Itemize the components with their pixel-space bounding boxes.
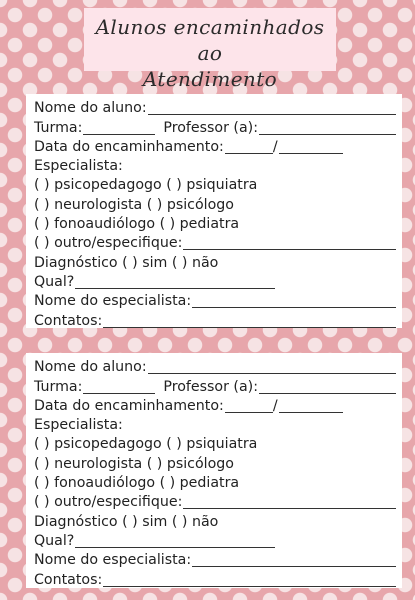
date-label: Data do encaminhamento: <box>34 397 224 414</box>
specialist-name-row <box>34 550 396 569</box>
specialist-heading-row <box>34 156 396 175</box>
specialist-options-3[interactable]: ( ) fonoaudiólogo ( ) pediatra <box>34 216 240 233</box>
student-name-line[interactable] <box>148 360 396 374</box>
which-row <box>34 272 396 291</box>
specialist-option-row-3 <box>34 473 396 492</box>
field-student-name <box>34 98 396 117</box>
specialist-option-row-4 <box>34 233 396 252</box>
student-name-line[interactable] <box>148 101 396 115</box>
date-label: Data do encaminhamento: <box>34 138 224 155</box>
specialist-name-row <box>34 291 396 310</box>
diagnosis-options[interactable]: Diagnóstico ( ) sim ( ) não <box>34 513 219 530</box>
which-label: Qual? <box>34 273 75 290</box>
contacts-line[interactable] <box>103 314 396 328</box>
referral-form-1 <box>26 94 402 328</box>
class-label: Turma: <box>34 119 83 136</box>
diagnosis-options[interactable]: Diagnóstico ( ) sim ( ) não <box>34 254 219 271</box>
specialist-options-1[interactable]: ( ) psicopedagogo ( ) psiquiatra <box>34 177 258 194</box>
specialist-options-1[interactable]: ( ) psicopedagogo ( ) psiquiatra <box>34 436 258 453</box>
date-slash: / <box>272 138 278 155</box>
field-referral-date <box>34 137 396 156</box>
specialist-heading: Especialista: <box>34 158 123 175</box>
date-slash: / <box>272 397 278 414</box>
specialist-name-line[interactable] <box>192 553 396 567</box>
specialist-heading: Especialista: <box>34 417 123 434</box>
date-line-1[interactable] <box>225 399 273 413</box>
field-student-name <box>34 357 396 376</box>
contacts-label: Contatos: <box>34 571 103 588</box>
contacts-row <box>34 569 396 588</box>
other-specify-line[interactable] <box>183 236 396 250</box>
title-line-2: Atendimento <box>142 67 278 91</box>
referral-form-2 <box>26 353 402 588</box>
teacher-line[interactable] <box>259 121 396 135</box>
title-banner <box>84 8 336 91</box>
diagnosis-row <box>34 511 396 530</box>
contacts-label: Contatos: <box>34 312 103 329</box>
specialist-option-row-1 <box>34 175 396 194</box>
specialist-options-4[interactable]: ( ) outro/especifique: <box>34 494 183 511</box>
specialist-heading-row <box>34 415 396 434</box>
specialist-options-2[interactable]: ( ) neurologista ( ) psicólogo <box>34 196 234 213</box>
specialist-options-3[interactable]: ( ) fonoaudiólogo ( ) pediatra <box>34 475 240 492</box>
which-line[interactable] <box>75 275 275 289</box>
field-class-teacher <box>34 117 396 136</box>
other-specify-line[interactable] <box>183 495 396 509</box>
which-row <box>34 531 396 550</box>
diagnosis-row <box>34 252 396 271</box>
specialist-options-2[interactable]: ( ) neurologista ( ) psicólogo <box>34 455 234 472</box>
specialist-options-4[interactable]: ( ) outro/especifique: <box>34 235 183 252</box>
specialist-name-line[interactable] <box>192 294 396 308</box>
title-line-1: Alunos encaminhados ao <box>95 15 325 65</box>
teacher-label: Professor (a): <box>163 378 258 395</box>
specialist-name-label: Nome do especialista: <box>34 293 192 310</box>
teacher-label: Professor (a): <box>163 119 258 136</box>
date-line-2[interactable] <box>279 140 343 154</box>
contacts-row <box>34 310 396 329</box>
student-name-label: Nome do aluno: <box>34 359 147 376</box>
date-line-1[interactable] <box>225 140 273 154</box>
field-referral-date <box>34 396 396 415</box>
field-class-teacher <box>34 376 396 395</box>
specialist-option-row-4 <box>34 492 396 511</box>
which-line[interactable] <box>75 534 275 548</box>
specialist-option-row-2 <box>34 194 396 213</box>
contacts-line[interactable] <box>103 573 396 587</box>
teacher-line[interactable] <box>259 380 396 394</box>
class-line[interactable] <box>83 121 155 135</box>
specialist-name-label: Nome do especialista: <box>34 552 192 569</box>
specialist-option-row-3 <box>34 214 396 233</box>
which-label: Qual? <box>34 532 75 549</box>
specialist-option-row-1 <box>34 434 396 453</box>
student-name-label: Nome do aluno: <box>34 100 147 117</box>
specialist-option-row-2 <box>34 453 396 472</box>
class-line[interactable] <box>83 380 155 394</box>
class-label: Turma: <box>34 378 83 395</box>
date-line-2[interactable] <box>279 399 343 413</box>
